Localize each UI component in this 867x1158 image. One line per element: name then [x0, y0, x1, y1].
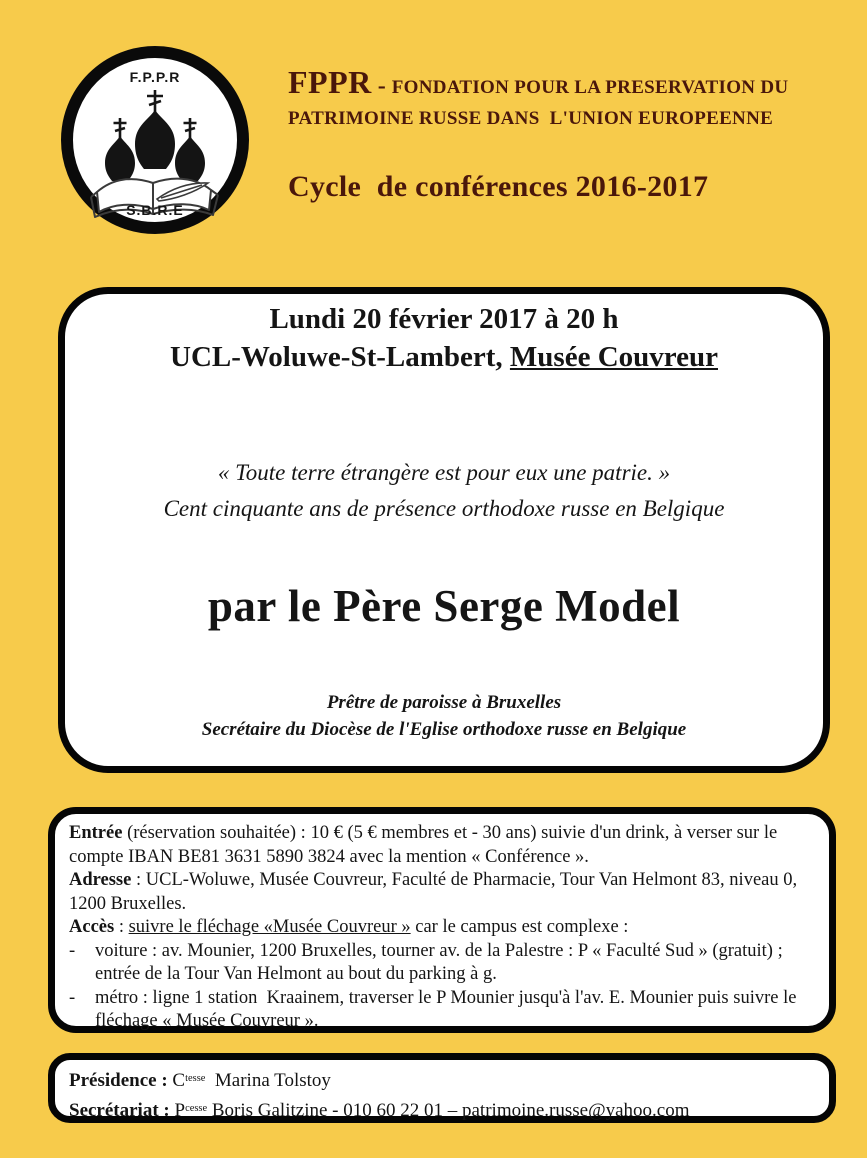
adresse-text: : UCL-Woluwe, Musée Couvreur, Faculté de Pharmacie, Tour Van Helmont 83, niveau 0, 1200 Bruxelles.: [69, 870, 802, 914]
fppr-logo: [61, 46, 249, 234]
acces-underlined: suivre le fléchage «Musée Couvreur »: [128, 917, 411, 937]
logo-bottom-text: S.B.R.E: [126, 202, 184, 218]
acces-separator: :: [114, 917, 129, 937]
adresse-label: Adresse: [69, 870, 132, 890]
access-bullet-metro-text: métro : ligne 1 station Kraainem, traverser le P Mounier jusqu'à l'av. E. Mounier puis suivre le fléchage « Musée Couvreur ».: [95, 987, 802, 1031]
speaker-name: par le Père Serge Model: [207, 581, 681, 631]
entree-paragraph: [69, 822, 817, 869]
info-box: [48, 807, 836, 1033]
contact-box: [48, 1053, 836, 1123]
org-name-line2: PATRIMOINE RUSSE DANS L'UNION EUROPEENNE: [288, 108, 774, 129]
acces-label: Accès: [69, 917, 115, 937]
adresse-paragraph: [69, 869, 817, 916]
presidence-name: Marina Tolstoy: [205, 1070, 331, 1092]
bullet-dash: -: [69, 940, 76, 961]
access-bullet-voiture: [69, 940, 817, 987]
series-title: Cycle de conférences 2016-2017: [288, 170, 709, 203]
event-box: [58, 287, 830, 773]
access-bullet-metro: [69, 987, 817, 1034]
secretariat-label: Secrétariat :: [69, 1100, 170, 1122]
entree-label: Entrée: [69, 823, 123, 843]
fppr-logo-graphic: [61, 46, 249, 234]
presidence-label: Présidence :: [69, 1070, 168, 1092]
event-location-venue: Musée Couvreur: [509, 341, 718, 373]
logo-top-text: F.P.P.R: [129, 69, 181, 85]
info-content: [55, 814, 829, 1034]
org-name-line1: [288, 62, 800, 102]
presidence-title: C: [167, 1070, 186, 1092]
event-location-prefix: UCL-Woluwe-St-Lambert,: [170, 341, 510, 373]
entree-text: (réservation souhaitée) : 10 € (5 € membres et - 30 ans) suivie d'un drink, à verser sur le compte IBAN BE81 3631 5890 3824 avec la mention « Conférence ».: [69, 823, 782, 867]
speaker-role2: Secrétaire du Diocèse de l'Eglise orthodoxe russe en Belgique: [201, 719, 687, 740]
acces-rest: car le campus est complexe :: [410, 917, 629, 937]
access-bullet-voiture-text: voiture : av. Mounier, 1200 Bruxelles, tourner av. de la Palestre : P « Faculté Sud » (gratuit) ; entrée de la Tour Van Helmont au bout du parking à g.: [95, 940, 788, 984]
event-location: [65, 341, 823, 374]
presidence-title-sup: tesse: [185, 1073, 206, 1084]
quote-line1: « Toute terre étrangère est pour eux une patrie. »: [217, 460, 671, 485]
presidence-line: [69, 1065, 819, 1095]
secretariat-title-sup: cesse: [185, 1103, 208, 1115]
org-separator: -: [371, 73, 392, 99]
secretariat-title: P: [169, 1100, 186, 1122]
acces-paragraph: [69, 916, 817, 940]
org-abbr: FPPR: [288, 64, 372, 100]
event-date: Lundi 20 février 2017 à 20 h: [269, 303, 619, 335]
quote-line2: Cent cinquante ans de présence orthodoxe russe en Belgique: [163, 496, 725, 521]
secretariat-contact: Boris Galitzine - 010 60 22 01 – patrimoine.russe@yahoo.com: [207, 1100, 690, 1122]
bullet-dash: -: [69, 987, 76, 1008]
org-name-block: [288, 62, 800, 131]
speaker-role1: Prêtre de paroisse à Bruxelles: [326, 692, 562, 713]
org-name-part1: FONDATION POUR LA PRESERVATION DU: [391, 77, 789, 98]
contact-content: [55, 1060, 829, 1125]
secretariat-line: [69, 1095, 819, 1125]
